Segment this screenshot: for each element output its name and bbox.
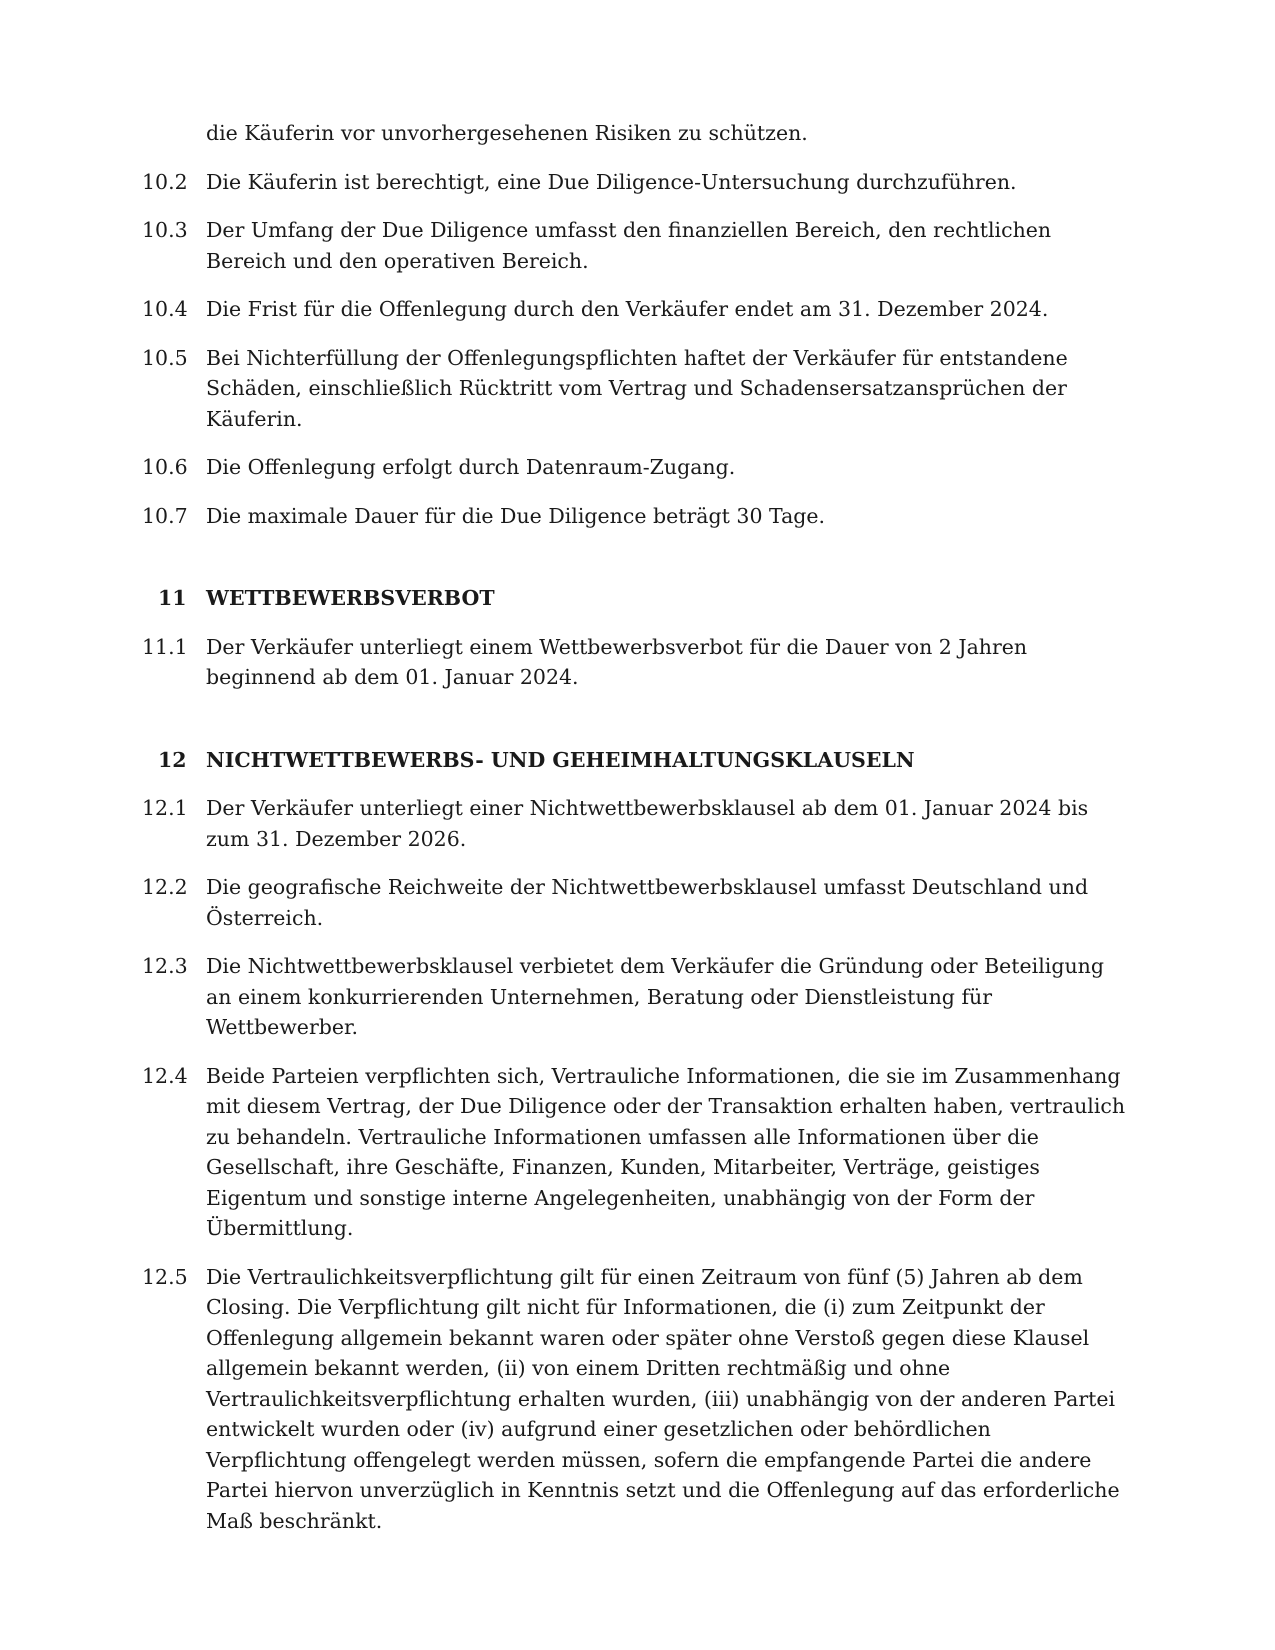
clause-number: 11.1 bbox=[142, 634, 188, 659]
clause-12-4 bbox=[142, 1061, 1132, 1244]
clause-text: Der Verkäufer unterliegt einer Nichtwettbewerbsklausel ab dem 01. Januar 2024 bis zum 31. Dezember 2026. bbox=[206, 796, 1089, 851]
clause-number: 10.5 bbox=[142, 345, 188, 370]
clause-number: 12.4 bbox=[142, 1063, 188, 1088]
clause-12-1 bbox=[142, 793, 1132, 854]
clause-10-5 bbox=[142, 343, 1132, 435]
section-number: 11 bbox=[158, 586, 187, 610]
clause-number: 10.2 bbox=[142, 169, 188, 194]
clause-number: 10.6 bbox=[142, 455, 188, 479]
document-body bbox=[142, 118, 1132, 1554]
clause-text: Die Käuferin ist berechtigt, eine Due Diligence-Untersuchung durchzuführen. bbox=[206, 169, 1017, 194]
section-title: WETTBEWERBSVERBOT bbox=[206, 586, 495, 610]
clause-text: Die Nichtwettbewerbsklausel verbietet dem Verkäufer die Gründung oder Beteiligung an einem konkurrierenden Unternehmen, Beratung oder Dienstleistung für Wettbewerber. bbox=[206, 954, 1104, 1039]
clause-text: Bei Nichterfüllung der Offenlegungspflichten haftet der Verkäufer für entstandene Schäden, einschließlich Rücktritt vom Vertrag und Schadensersatzansprüchen der Käuferin. bbox=[206, 345, 1068, 431]
clause-12-5 bbox=[142, 1262, 1132, 1537]
clause-number: 10.7 bbox=[142, 503, 188, 528]
clause-10-7 bbox=[142, 501, 1132, 532]
section-title: NICHTWETTBEWERBS- UND GEHEIMHALTUNGSKLAUSELN bbox=[206, 747, 915, 772]
clause-text: Die Vertraulichkeitsverpflichtung gilt für einen Zeitraum von fünf (5) Jahren ab dem Closing. Die Verpflichtung gilt nicht für Informationen, die (i) zum Zeitpunkt der Offenlegung allgemein bekannt waren oder später ohne Verstoß gegen diese Klausel allgemein bekannt werden, (ii) von einem Dritten rechtmäßig und ohne Vertraulichkeitsverpflichtung erhalten wurden, (iii) unabhängig von der anderen Partei entwickelt wurden oder (iv) aufgrund einer gesetzlichen oder behördlichen Verpflichtung offengelegt werden müssen, sofern die empfangende Partei die andere Partei hiervon unverzüglich in Kenntnis setzt und die Offenlegung auf das erforderliche Maß beschränkt. bbox=[206, 1264, 1120, 1533]
clause-12-2 bbox=[142, 872, 1132, 933]
clause-continuation: die Käuferin vor unvorhergesehenen Risiken zu schützen. bbox=[206, 121, 808, 145]
section-number: 12 bbox=[158, 747, 187, 772]
clause-number: 10.4 bbox=[142, 297, 188, 321]
clause-text: Der Umfang der Due Diligence umfasst den finanziellen Bereich, den rechtlichen Bereich und den operativen Bereich. bbox=[206, 218, 1052, 273]
clause-10-3 bbox=[142, 215, 1132, 276]
clause-text: Die maximale Dauer für die Due Diligence beträgt 30 Tage. bbox=[206, 503, 826, 528]
clause-number: 12.3 bbox=[142, 954, 188, 978]
clause-number: 12.5 bbox=[142, 1264, 188, 1289]
clause-10-6 bbox=[142, 452, 1132, 483]
clause-11-1 bbox=[142, 632, 1132, 693]
clause-10-4 bbox=[142, 294, 1132, 325]
clause-text: Der Verkäufer unterliegt einem Wettbewerbsverbot für die Dauer von 2 Jahren beginnend ab dem 01. Januar 2024. bbox=[206, 634, 1028, 689]
clause-number: 10.3 bbox=[142, 218, 188, 242]
clause-number: 12.1 bbox=[142, 796, 188, 820]
clause-text: Die Frist für die Offenlegung durch den Verkäufer endet am 31. Dezember 2024. bbox=[206, 297, 1049, 321]
section-heading-11 bbox=[142, 583, 1132, 614]
clause-number: 12.2 bbox=[142, 875, 188, 899]
clause-text: Die Offenlegung erfolgt durch Datenraum-Zugang. bbox=[206, 455, 736, 479]
clause-text: Die geografische Reichweite der Nichtwettbewerbsklausel umfasst Deutschland und Österreich. bbox=[206, 875, 1089, 930]
clause-text: Beide Parteien verpflichten sich, Vertrauliche Informationen, die sie im Zusammenhang mit diesem Vertrag, der Due Diligence oder der Transaktion erhalten haben, vertraulich zu behandeln. Vertrauliche Informationen umfassen alle Informationen über die Gesellschaft, ihre Geschäfte, Finanzen, Kunden, Mitarbeiter, Verträge, geistiges Eigentum und sonstige interne Angelegenheiten, unabhängig von der Form der Übermittlung. bbox=[206, 1063, 1126, 1240]
clause-10-2 bbox=[142, 167, 1132, 198]
clause-12-3 bbox=[142, 951, 1132, 1043]
section-heading-12 bbox=[142, 745, 1132, 776]
